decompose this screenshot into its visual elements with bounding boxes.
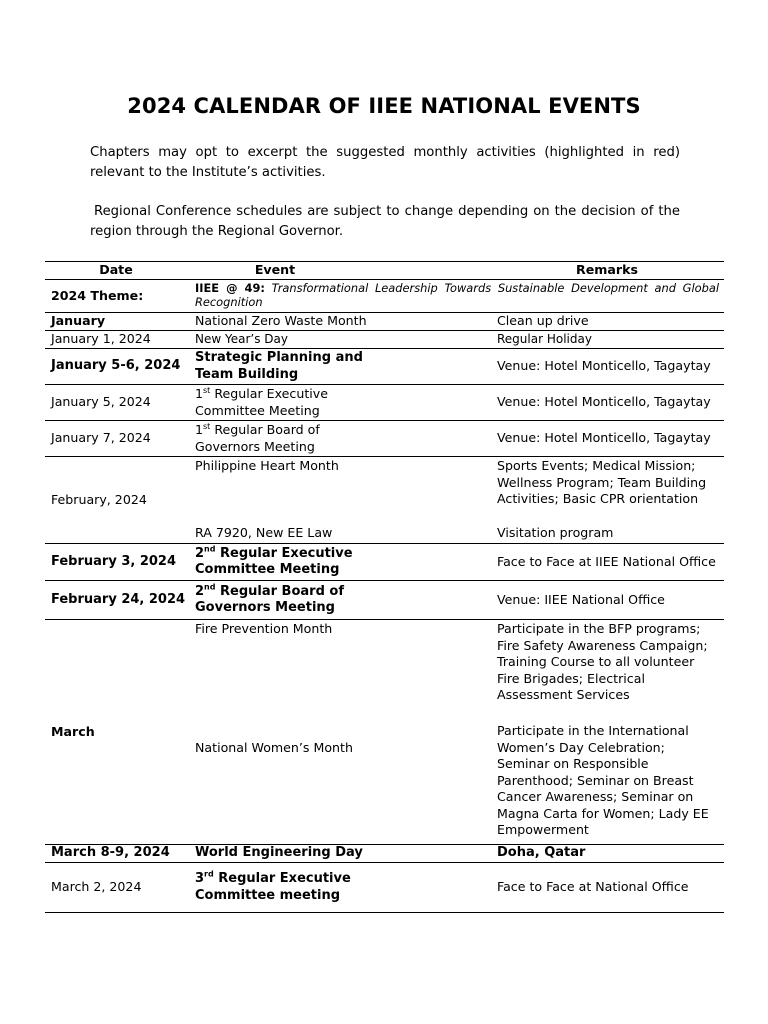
- remarks-cell: Clean up drive: [497, 313, 589, 329]
- event-cell: National Zero Waste Month: [195, 313, 367, 329]
- note-paragraph-text: Regional Conference schedules are subject to change depending on the decision of the region through the Regional Governor.: [90, 204, 680, 239]
- date-cell: February 24, 2024: [51, 591, 186, 607]
- ordinal-suffix: rd: [204, 869, 214, 879]
- theme-row: [45, 280, 724, 313]
- event-cell: New Year’s Day: [195, 332, 288, 347]
- table-row: [45, 863, 724, 913]
- header-event: Event: [254, 262, 296, 278]
- remarks-cell: Venue: Hotel Monticello, Tagaytay: [497, 430, 711, 446]
- ordinal-number: 1: [195, 422, 204, 437]
- remarks-cell: Face to Face at National Office: [497, 879, 689, 895]
- remarks-cell: Sports Events; Medical Mission; Wellness Program; Team Building Activities; Basic CPR orientation: [497, 458, 707, 506]
- table-row: [45, 544, 724, 581]
- table-row: [45, 385, 724, 421]
- table-row: [45, 349, 724, 385]
- theme-cell: [195, 280, 721, 312]
- remarks-cell: Venue: Hotel Monticello, Tagaytay: [497, 358, 711, 374]
- theme-slogan: Transformational Leadership Towards Sustainable Development and Global Recognition: [195, 281, 719, 309]
- remarks-cell: Venue: IIEE National Office: [497, 591, 665, 607]
- ordinal-number: 1: [195, 386, 204, 401]
- event-text: Regular Executive Committee Meeting: [195, 386, 328, 418]
- theme-label: 2024 Theme:: [51, 287, 144, 303]
- theme-text: [195, 281, 719, 309]
- event-cell: [195, 863, 365, 912]
- note-paragraph: [90, 202, 680, 241]
- header-date: Date: [99, 262, 133, 278]
- ordinal-suffix: nd: [204, 582, 216, 592]
- remarks-cell: Regular Holiday: [497, 332, 592, 347]
- remarks-cell: Doha, Qatar: [497, 845, 586, 861]
- event-cell: RA 7920, New EE Law: [195, 525, 333, 540]
- event-text: Regular Board of Governors Meeting: [195, 422, 320, 454]
- intro-paragraph: Chapters may opt to excerpt the suggested monthly activities (highlighted in red) relevant to the Institute’s activities.: [90, 145, 680, 180]
- date-cell: March 8-9, 2024: [51, 845, 170, 861]
- event-cell: Philippine Heart Month: [195, 458, 339, 473]
- event-cell: Strategic Planning and Team Building: [195, 350, 363, 382]
- ordinal-suffix: st: [203, 385, 211, 395]
- date-cell: January 5, 2024: [51, 394, 151, 410]
- date-cell: February, 2024: [51, 491, 147, 507]
- ordinal-number: 2: [195, 583, 205, 599]
- event-cell: [195, 385, 345, 420]
- table-row: [45, 581, 724, 620]
- event-text: Regular Board of Governors Meeting: [195, 583, 344, 615]
- ordinal-number: 2: [195, 545, 205, 561]
- remarks-cell: Visitation program: [497, 525, 614, 540]
- date-cell: February 3, 2024: [51, 553, 177, 569]
- remarks-cell: Participate in the BFP programs; Fire Safety Awareness Campaign; Training Course to all volunteer Fire Brigades; Electrical Assessment Services: [497, 621, 708, 702]
- remarks-cell: Participate in the International Women’s Day Celebration; Seminar on Responsible Parenthood; Seminar on Breast Cancer Awareness; Seminar on Magna Carta for Women; Lady EE Empowerment: [497, 723, 709, 837]
- table-row: [45, 845, 724, 863]
- date-cell: March 2, 2024: [51, 879, 142, 895]
- event-cell: National Women’s Month: [195, 740, 353, 755]
- event-text: Regular Executive Committee meeting: [195, 871, 351, 903]
- event-text: Regular Executive Committee Meeting: [195, 545, 353, 577]
- table-row: [45, 421, 724, 457]
- ordinal-number: 3: [195, 871, 205, 886]
- header-remarks: Remarks: [576, 262, 638, 278]
- table-row: [45, 331, 724, 349]
- ordinal-suffix: st: [203, 421, 211, 431]
- table-header: [45, 262, 724, 280]
- event-cell: [195, 544, 365, 580]
- remarks-cell: Venue: Hotel Monticello, Tagaytay: [497, 394, 711, 410]
- date-cell: January 7, 2024: [51, 430, 151, 446]
- event-cell: World Engineering Day: [195, 845, 363, 861]
- ordinal-suffix: nd: [204, 544, 216, 554]
- table-row: [45, 457, 724, 544]
- table-row: [45, 313, 724, 331]
- date-cell: March: [51, 723, 95, 739]
- theme-prefix: IIEE @ 49:: [195, 281, 265, 295]
- remarks-cell: Face to Face at IIEE National Office: [497, 553, 716, 569]
- date-cell: January 5-6, 2024: [51, 358, 181, 374]
- event-cell: Fire Prevention Month: [195, 621, 333, 636]
- page-title: 2024 CALENDAR OF IIEE NATIONAL EVENTS: [127, 94, 641, 118]
- events-table: [45, 261, 724, 913]
- date-cell: January 1, 2024: [51, 331, 151, 347]
- event-cell: [195, 581, 365, 619]
- event-cell: [195, 421, 345, 456]
- table-row: [45, 620, 724, 845]
- date-cell: January: [51, 313, 106, 329]
